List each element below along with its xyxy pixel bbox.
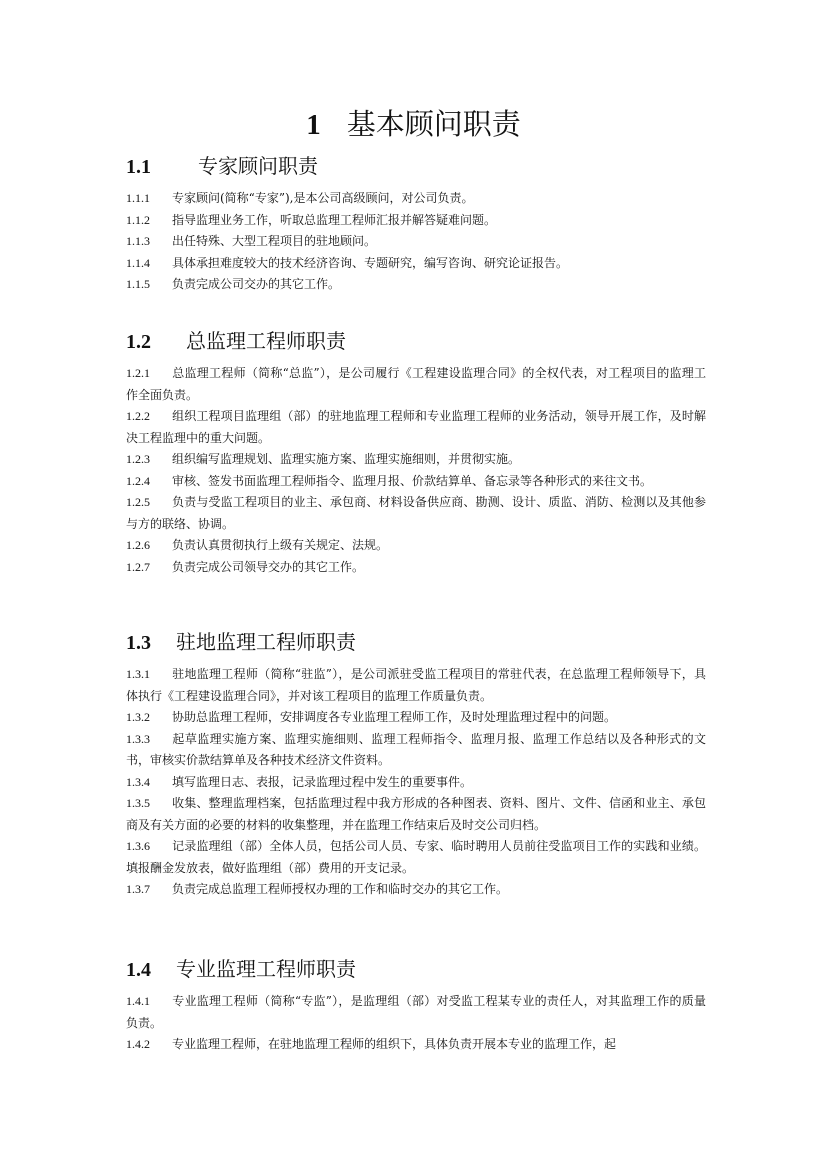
clause-item	[126, 363, 706, 406]
section-heading	[126, 327, 706, 357]
section-title: 总监理工程师职责	[186, 329, 346, 353]
section-title: 驻地监理工程师职责	[176, 630, 356, 654]
document-title-text: 基本顾问职责	[346, 107, 521, 141]
clause-number: 1.4.1	[126, 994, 150, 1008]
clause-text: 填写监理日志、表报，记录监理过程中发生的重要事件。	[172, 774, 473, 789]
clause-number: 1.3.7	[126, 882, 150, 896]
clause-text: 起草监理实施方案、监理实施细则、监理工程师指令、监理月报、监理工作总结以及各种形式的文书，审核实价款结算单及各种技术经济文件资料。	[126, 731, 706, 767]
clause-number: 1.1.3	[126, 234, 150, 248]
clause-number: 1.2.3	[126, 452, 150, 466]
clause-item	[126, 449, 706, 471]
clause-item	[126, 406, 706, 449]
clause-number: 1.1.5	[126, 277, 150, 291]
clause-text: 组织编写监理规划、监理实施方案、监理实施细则，并贯彻实施。	[172, 452, 521, 466]
clause-item	[126, 557, 706, 579]
clause-item	[126, 991, 706, 1034]
clause-item	[126, 879, 706, 901]
clause-number: 1.2.2	[126, 409, 150, 423]
clause-list	[126, 188, 706, 296]
clause-number: 1.2.7	[126, 559, 150, 574]
section-heading	[126, 955, 706, 985]
document-title-number: 1	[306, 109, 321, 141]
clause-number: 1.3.3	[126, 731, 150, 746]
clause-text: 负责完成公司领导交办的其它工作。	[172, 559, 365, 574]
clause-text: 协助总监理工程师，安排调度各专业监理工程师工作，及时处理监理过程中的问题。	[172, 710, 617, 724]
clause-text: 组织工程项目监理组（部）的驻地监理工程师和专业监理工程师的业务活动，领导开展工作，及时解决工程监理中的重大问题。	[126, 409, 706, 445]
clause-text: 驻地监理工程师（简称“驻监”），是公司派驻受监工程项目的常驻代表，在总监理工程师领导下，具体执行《工程建设监理合同》，并对该工程项目的监理工作质量负责。	[126, 667, 706, 703]
clause-number: 1.3.1	[126, 667, 150, 681]
section-heading	[126, 628, 706, 658]
clause-list	[126, 991, 706, 1056]
section-number: 1.4	[126, 959, 151, 981]
section-1-3	[126, 628, 706, 901]
clause-number: 1.4.2	[126, 1037, 150, 1051]
clause-text: 专家顾问(简称“专家”),是本公司高级顾问，对公司负责。	[172, 191, 474, 205]
clause-item	[126, 836, 706, 879]
section-title: 专家顾问职责	[198, 154, 318, 178]
clause-text: 收集、整理监理档案，包括监理过程中我方形成的各种图表、资料、图片、文件、信函和业主、承包商及有关方面的必要的材料的收集整理，并在监理工作结束后及时交公司归档。	[126, 796, 706, 832]
section-1-1	[126, 152, 706, 296]
clause-number: 1.2.5	[126, 495, 150, 509]
clause-number: 1.3.6	[126, 839, 150, 853]
section-title: 专业监理工程师职责	[176, 957, 356, 981]
clause-text: 出任特殊、大型工程项目的驻地顾问。	[172, 234, 377, 248]
clause-item	[126, 729, 706, 772]
section-number: 1.1	[126, 156, 151, 178]
clause-item	[126, 210, 706, 232]
clause-number: 1.3.4	[126, 774, 150, 789]
section-number: 1.2	[126, 331, 151, 353]
clause-text: 负责与受监工程项目的业主、承包商、材料设备供应商、勘测、设计、质监、消防、检测以及其他参与方的联络、协调。	[126, 495, 706, 531]
document-title	[0, 104, 827, 145]
clause-number: 1.2.6	[126, 538, 150, 552]
clause-text: 负责完成总监理工程师授权办理的工作和临时交办的其它工作。	[172, 882, 509, 896]
section-1-2	[126, 327, 706, 578]
clause-number: 1.3.2	[126, 710, 150, 724]
clause-text: 专业监理工程师（简称“专监”），是监理组（部）对受监工程某专业的责任人，对其监理工作的质量负责。	[126, 994, 706, 1030]
clause-item	[126, 793, 706, 836]
clause-text: 记录监理组（部）全体人员，包括公司人员、专家、临时聘用人员前往受监项目工作的实践和业绩。填报酬金发放表，做好监理组（部）费用的开支记录。	[126, 839, 706, 875]
clause-item	[126, 664, 706, 707]
clause-item	[126, 274, 706, 296]
clause-item	[126, 707, 706, 729]
clause-number: 1.3.5	[126, 796, 150, 810]
clause-text: 专业监理工程师，在驻地监理工程师的组织下，具体负责开展本专业的监理工作，起	[172, 1037, 617, 1051]
clause-text: 负责完成公司交办的其它工作。	[172, 277, 341, 291]
clause-item	[126, 188, 706, 210]
clause-list	[126, 363, 706, 578]
clause-item	[126, 535, 706, 557]
clause-number: 1.1.2	[126, 212, 150, 227]
clause-number: 1.1.4	[126, 255, 150, 270]
clause-item	[126, 253, 706, 275]
clause-item	[126, 231, 706, 253]
clause-text: 负责认真贯彻执行上级有关规定、法规。	[172, 538, 389, 552]
section-number: 1.3	[126, 632, 151, 654]
clause-number: 1.2.1	[126, 366, 150, 380]
clause-number: 1.1.1	[126, 191, 150, 205]
clause-item	[126, 772, 706, 794]
clause-list	[126, 664, 706, 901]
clause-item	[126, 471, 706, 493]
clause-item	[126, 1034, 706, 1056]
section-heading	[126, 152, 706, 182]
clause-number: 1.2.4	[126, 473, 150, 488]
clause-text: 总监理工程师（简称“总监”），是公司履行《工程建设监理合同》的全权代表，对工程项目的监理工作全面负责。	[126, 366, 706, 402]
section-1-4	[126, 955, 706, 1056]
clause-text: 审核、签发书面监理工程师指令、监理月报、价款结算单、备忘录等各种形式的来往文书。	[172, 473, 653, 488]
clause-text: 具体承担难度较大的技术经济咨询、专题研究，编写咨询、研究论证报告。	[172, 255, 569, 270]
clause-item	[126, 492, 706, 535]
clause-text: 指导监理业务工作，听取总监理工程师汇报并解答疑难问题。	[172, 212, 497, 227]
